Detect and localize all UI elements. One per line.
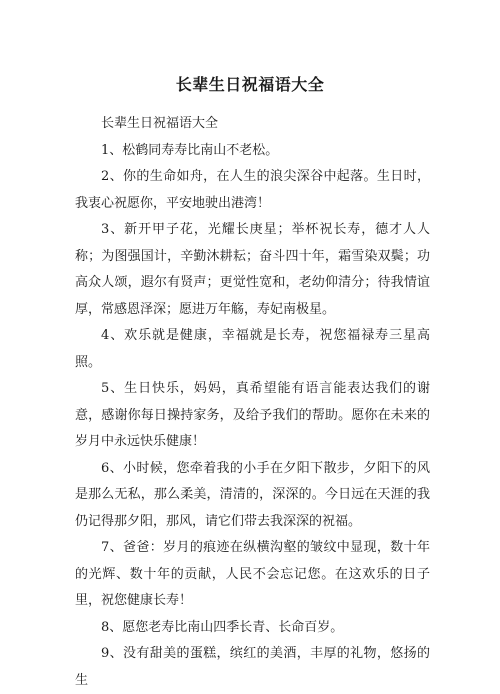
paragraph-4: 4、欢乐就是健康，幸福就是长寿，祝您福禄寿三星高照。: [75, 328, 430, 370]
paragraph-8: 8、愿您老寿比南山四季长青、长命百岁。: [101, 619, 344, 635]
paragraph-5: 5、生日快乐，妈妈，真希望能有语言能表达我们的谢意，感谢你每日操持家务，及给予我们的帮助。愿你在未来的岁月中永远快乐健康！: [75, 381, 430, 449]
paragraph-3: 3、新开甲子花，光耀长庚星；举杯祝长寿，德才人人称；为图强国计，辛勤沐耕耘；奋斗四十年，霜雪染双鬓；功高众人颂，遐尔有贤声；更觉性宽和，老幼仰清分；待我情谊厚，常感恩泽深；愿进万年觞，寿妃南极星。: [75, 222, 430, 317]
document-title: 长辈生日祝福语大全: [175, 75, 325, 94]
paragraph-6: 6、小时候，您牵着我的小手在夕阳下散步，夕阳下的风是那么无私，那么柔美，清清的，深深的。今日远在天涯的我仍记得那夕阳，那风，请它们带去我深深的祝福。: [75, 460, 430, 529]
paragraph-1: 1、松鹤同寿寿比南山不老松。: [101, 142, 279, 158]
paragraph-9: 9、没有甜美的蛋糕，缤红的美酒，丰厚的礼物，悠扬的生: [75, 646, 430, 688]
paragraph-2: 2、你的生命如舟，在人生的浪尖深谷中起落。生日时，我衷心祝愿你，平安地驶出港湾！: [75, 169, 430, 211]
paragraph-7: 7、爸爸：岁月的痕迹在纵横沟壑的皱纹中显现，数十年的光辉、数十年的贡献，人民不会忘记您。在这欢乐的日子里，祝您健康长寿！: [75, 540, 430, 608]
document-subtitle: 长辈生日祝福语大全: [101, 116, 219, 131]
document-body: [75, 111, 430, 694]
